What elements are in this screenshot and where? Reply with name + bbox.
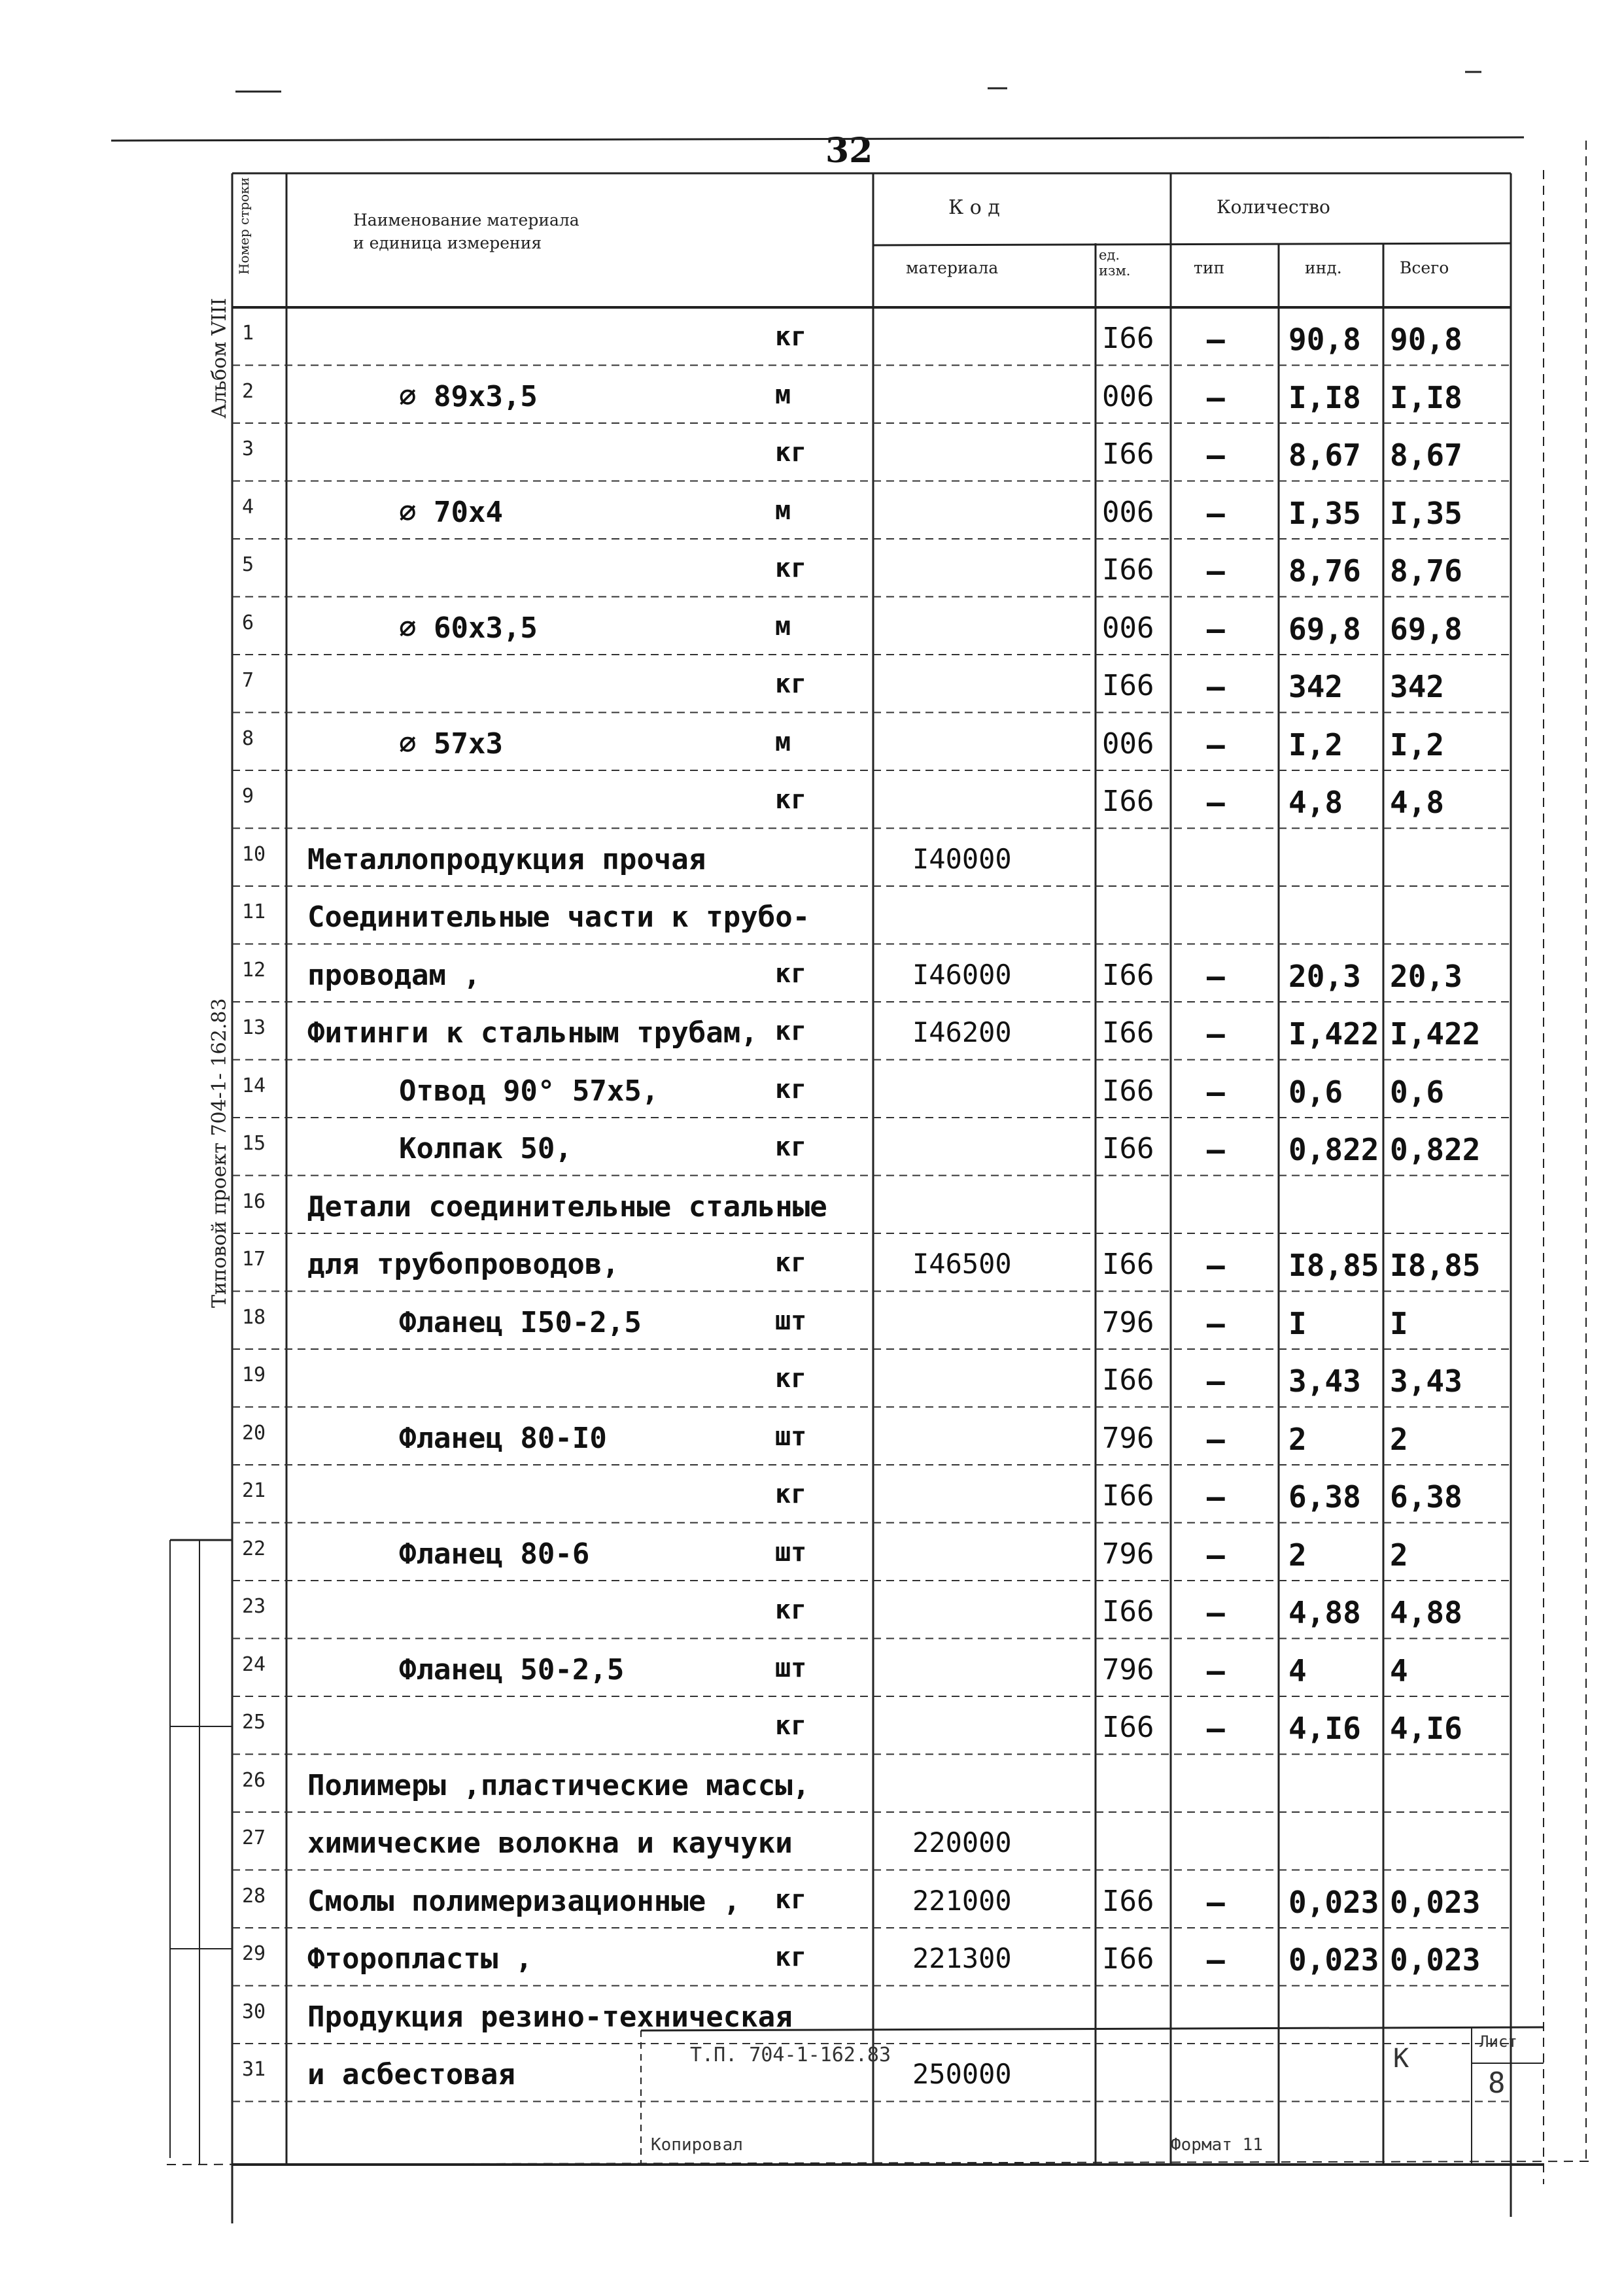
qty-total-cell: 0,023 (1390, 1884, 1481, 1920)
qty-ind-cell: 0,023 (1288, 1942, 1379, 1978)
header-qty-ind: инд. (1305, 258, 1342, 277)
qty-tip-cell: – (1207, 495, 1225, 531)
qty-ind-cell: 342 (1288, 669, 1343, 704)
qty-ind-cell: 2 (1288, 1421, 1307, 1457)
qty-total-cell: 8,76 (1390, 553, 1462, 589)
row-number-cell: 23 (242, 1595, 266, 1618)
row-number-cell: 9 (242, 785, 254, 808)
row-number-cell: 14 (242, 1074, 266, 1097)
unit-code-cell: 796 (1102, 1305, 1154, 1339)
doc-code: Т.П. 704-1-162.83 (690, 2044, 891, 2066)
qty-total-cell: 4,I6 (1390, 1711, 1462, 1746)
unit-code-cell: 006 (1102, 379, 1154, 413)
qty-ind-cell: I (1288, 1305, 1307, 1341)
qty-total-cell: I (1390, 1305, 1408, 1341)
qty-ind-cell: 4,8 (1288, 785, 1343, 820)
unit-code-cell: I66 (1102, 1595, 1154, 1628)
qty-ind-cell: 0,023 (1288, 1884, 1379, 1920)
qty-total-cell: 0,822 (1390, 1132, 1481, 1167)
row-number-cell: 25 (242, 1711, 266, 1734)
qty-tip-cell: – (1207, 1653, 1225, 1688)
unit-cell: кг (775, 1884, 807, 1915)
unit-code-cell: I66 (1102, 669, 1154, 702)
copied-label: Копировал (651, 2135, 743, 2155)
qty-tip-cell: – (1207, 958, 1225, 994)
material-name-cell: Продукция резино-техническая (307, 2000, 793, 2034)
unit-cell: кг (775, 669, 807, 699)
row-number-cell: 21 (242, 1479, 266, 1502)
qty-ind-cell: I,I8 (1288, 379, 1361, 415)
unit-cell: кг (775, 1016, 807, 1046)
qty-total-cell: I,2 (1390, 727, 1445, 762)
sheet-label: Лист (1479, 2032, 1517, 2051)
qty-tip-cell: – (1207, 322, 1225, 357)
material-name-cell: ⌀ 60х3,5 (399, 611, 538, 645)
unit-cell: шт (775, 1305, 807, 1336)
qty-total-cell: 342 (1390, 669, 1445, 704)
qty-ind-cell: 90,8 (1288, 322, 1361, 357)
qty-tip-cell: – (1207, 669, 1225, 704)
unit-code-cell: I66 (1102, 1248, 1154, 1281)
qty-ind-cell: 6,38 (1288, 1479, 1361, 1515)
qty-tip-cell: – (1207, 1248, 1225, 1283)
unit-code-cell: 006 (1102, 611, 1154, 645)
material-name-cell: для трубопроводов, (307, 1248, 619, 1281)
row-number-cell: 26 (242, 1768, 266, 1792)
header-code: К о д (948, 196, 1000, 219)
header-quantity: Количество (1217, 196, 1330, 218)
unit-code-cell: I66 (1102, 1074, 1154, 1108)
row-number-cell: 24 (242, 1653, 266, 1676)
unit-code-cell: 006 (1102, 727, 1154, 761)
unit-code-cell: I66 (1102, 1363, 1154, 1397)
unit-cell: кг (775, 1363, 807, 1394)
qty-total-cell: 0,023 (1390, 1942, 1481, 1978)
qty-tip-cell: – (1207, 785, 1225, 820)
row-number-cell: 3 (242, 437, 254, 460)
qty-tip-cell: – (1207, 611, 1225, 647)
header-qty-total: Всего (1400, 258, 1449, 277)
qty-ind-cell: 20,3 (1288, 958, 1361, 994)
qty-ind-cell: I,2 (1288, 727, 1343, 762)
qty-total-cell: 4,88 (1390, 1595, 1462, 1630)
material-name-cell: Отвод 90° 57х5, (399, 1074, 659, 1108)
material-name-cell: проводам , (307, 958, 481, 992)
qty-tip-cell: – (1207, 1479, 1225, 1515)
material-name-cell: Фитинги к стальным трубам, (307, 1016, 758, 1050)
qty-total-cell: 0,6 (1390, 1074, 1445, 1110)
header-code-material: материала (906, 258, 999, 277)
row-number-cell: 15 (242, 1132, 266, 1155)
material-name-cell: Полимеры ,пластические массы, (307, 1768, 810, 1802)
unit-cell: кг (775, 1074, 807, 1105)
material-code-cell: I46000 (912, 958, 1012, 991)
unit-cell: кг (775, 958, 807, 989)
material-code-cell: I40000 (912, 842, 1012, 875)
material-code-cell: 220000 (912, 1826, 1012, 1859)
header-code-unit: ед. изм. (1099, 247, 1131, 279)
unit-cell: кг (775, 1711, 807, 1741)
unit-code-cell: I66 (1102, 437, 1154, 471)
row-number-cell: 13 (242, 1016, 266, 1039)
qty-total-cell: 20,3 (1390, 958, 1462, 994)
unit-cell: шт (775, 1421, 807, 1452)
qty-tip-cell: – (1207, 1016, 1225, 1052)
unit-cell: м (775, 727, 791, 757)
qty-total-cell: 8,67 (1390, 437, 1462, 473)
header-qty-tip: тип (1194, 258, 1225, 277)
row-number-cell: 19 (242, 1363, 266, 1386)
qty-ind-cell: 69,8 (1288, 611, 1361, 647)
qty-ind-cell: 0,6 (1288, 1074, 1343, 1110)
qty-total-cell: 2 (1390, 1421, 1408, 1457)
unit-cell: кг (775, 1248, 807, 1278)
qty-ind-cell: I,35 (1288, 495, 1361, 531)
row-number-cell: 27 (242, 1826, 266, 1849)
header-row-number: Номер строки (236, 177, 252, 275)
unit-cell: кг (775, 785, 807, 815)
material-name-cell: Смолы полимеризационные , (307, 1884, 741, 1918)
material-name-cell: Колпак 50, (399, 1132, 572, 1165)
qty-tip-cell: – (1207, 1305, 1225, 1341)
material-name-cell: Детали соединительные стальные (307, 1190, 827, 1224)
header-material-line2: и единица измерения (353, 233, 542, 252)
material-name-cell: Фланец 80-I0 (399, 1421, 607, 1455)
material-code-cell: I46500 (912, 1248, 1012, 1280)
qty-ind-cell: 3,43 (1288, 1363, 1361, 1399)
unit-code-cell: I66 (1102, 1884, 1154, 1918)
material-name-cell: химические волокна и каучуки (307, 1826, 793, 1860)
qty-ind-cell: 4 (1288, 1653, 1307, 1688)
unit-cell: кг (775, 437, 807, 468)
row-number-cell: 1 (242, 322, 254, 345)
unit-cell: м (775, 379, 791, 410)
qty-tip-cell: – (1207, 1942, 1225, 1978)
row-number-cell: 12 (242, 958, 266, 982)
material-name-cell: Соединительные части к трубо- (307, 900, 810, 934)
unit-code-cell: I66 (1102, 785, 1154, 818)
unit-cell: кг (775, 553, 807, 583)
page-number: 32 (825, 131, 873, 171)
row-number-cell: 11 (242, 900, 266, 923)
unit-code-cell: 796 (1102, 1537, 1154, 1571)
row-number-cell: 8 (242, 727, 254, 750)
unit-cell: кг (775, 1132, 807, 1162)
qty-tip-cell: – (1207, 1711, 1225, 1746)
unit-code-cell: I66 (1102, 1942, 1154, 1976)
unit-code-cell: 006 (1102, 495, 1154, 529)
row-number-cell: 17 (242, 1248, 266, 1271)
unit-code-cell: I66 (1102, 1479, 1154, 1513)
qty-tip-cell: – (1207, 437, 1225, 473)
qty-ind-cell: 8,76 (1288, 553, 1361, 589)
unit-code-cell: 796 (1102, 1653, 1154, 1687)
qty-total-cell: I8,85 (1390, 1248, 1481, 1283)
unit-code-cell: I66 (1102, 1132, 1154, 1165)
unit-code-cell: I66 (1102, 1016, 1154, 1050)
album-label: Альбом VIII (208, 298, 231, 419)
row-number-cell: 29 (242, 1942, 266, 1965)
qty-total-cell: 69,8 (1390, 611, 1462, 647)
material-name-cell: Фланец 80-6 (399, 1537, 590, 1571)
unit-cell: кг (775, 1479, 807, 1509)
sheet-number: 8 (1488, 2066, 1506, 2100)
unit-code-cell: I66 (1102, 553, 1154, 587)
qty-ind-cell: 4,I6 (1288, 1711, 1361, 1746)
qty-total-cell: I,422 (1390, 1016, 1481, 1052)
unit-cell: шт (775, 1537, 807, 1568)
qty-tip-cell: – (1207, 1421, 1225, 1457)
unit-code-cell: I66 (1102, 1711, 1154, 1744)
material-code-cell: 221300 (912, 1942, 1012, 1974)
material-name-cell: Металлопродукция прочая (307, 842, 706, 876)
unit-code-cell: 796 (1102, 1421, 1154, 1455)
qty-tip-cell: – (1207, 1132, 1225, 1167)
row-number-cell: 30 (242, 2000, 266, 2023)
qty-total-cell: 4 (1390, 1653, 1408, 1688)
qty-ind-cell: 2 (1288, 1537, 1307, 1573)
unit-cell: кг (775, 1942, 807, 1972)
unit-code-cell: I66 (1102, 322, 1154, 355)
row-number-cell: 20 (242, 1421, 266, 1445)
material-name-cell: Фторопласты , (307, 1942, 533, 1976)
doc-letter: К (1393, 2044, 1409, 2074)
qty-tip-cell: – (1207, 379, 1225, 415)
row-number-cell: 7 (242, 669, 254, 692)
material-name-cell: ⌀ 89х3,5 (399, 379, 538, 413)
project-label: Типовой проект 704-1- 162.83 (208, 998, 231, 1308)
qty-total-cell: 3,43 (1390, 1363, 1462, 1399)
material-name-cell: ⌀ 70х4 (399, 495, 503, 529)
header-material-line1: Наименование материала (353, 211, 579, 230)
row-number-cell: 28 (242, 1884, 266, 1908)
unit-cell: м (775, 611, 791, 642)
unit-cell: кг (775, 322, 807, 352)
material-name-cell: ⌀ 57х3 (399, 727, 503, 761)
qty-total-cell: 6,38 (1390, 1479, 1462, 1515)
material-code-cell: I46200 (912, 1016, 1012, 1048)
qty-ind-cell: 0,822 (1288, 1132, 1379, 1167)
material-name-cell: и асбестовая (307, 2058, 515, 2091)
row-number-cell: 10 (242, 842, 266, 866)
qty-total-cell: I,I8 (1390, 379, 1462, 415)
qty-tip-cell: – (1207, 1537, 1225, 1573)
format-label: Формат 11 (1171, 2135, 1263, 2155)
material-code-cell: 250000 (912, 2058, 1012, 2090)
qty-total-cell: I,35 (1390, 495, 1462, 531)
qty-tip-cell: – (1207, 1595, 1225, 1630)
qty-ind-cell: I8,85 (1288, 1248, 1379, 1283)
unit-code-cell: I66 (1102, 958, 1154, 992)
row-number-cell: 31 (242, 2058, 266, 2081)
qty-tip-cell: – (1207, 727, 1225, 762)
row-number-cell: 2 (242, 379, 254, 403)
unit-cell: кг (775, 1595, 807, 1625)
qty-tip-cell: – (1207, 553, 1225, 589)
material-name-cell: Фланец 50-2,5 (399, 1653, 625, 1687)
qty-total-cell: 4,8 (1390, 785, 1445, 820)
row-number-cell: 6 (242, 611, 254, 634)
row-number-cell: 18 (242, 1305, 266, 1329)
qty-ind-cell: I,422 (1288, 1016, 1379, 1052)
qty-tip-cell: – (1207, 1884, 1225, 1920)
qty-tip-cell: – (1207, 1363, 1225, 1399)
row-number-cell: 22 (242, 1537, 266, 1560)
qty-total-cell: 2 (1390, 1537, 1408, 1573)
row-number-cell: 4 (242, 495, 254, 519)
qty-tip-cell: – (1207, 1074, 1225, 1110)
unit-cell: шт (775, 1653, 807, 1683)
qty-ind-cell: 8,67 (1288, 437, 1361, 473)
unit-cell: м (775, 495, 791, 526)
qty-total-cell: 90,8 (1390, 322, 1462, 357)
row-number-cell: 16 (242, 1190, 266, 1213)
material-code-cell: 221000 (912, 1884, 1012, 1917)
material-name-cell: Фланец I50-2,5 (399, 1305, 642, 1339)
row-number-cell: 5 (242, 553, 254, 576)
qty-ind-cell: 4,88 (1288, 1595, 1361, 1630)
